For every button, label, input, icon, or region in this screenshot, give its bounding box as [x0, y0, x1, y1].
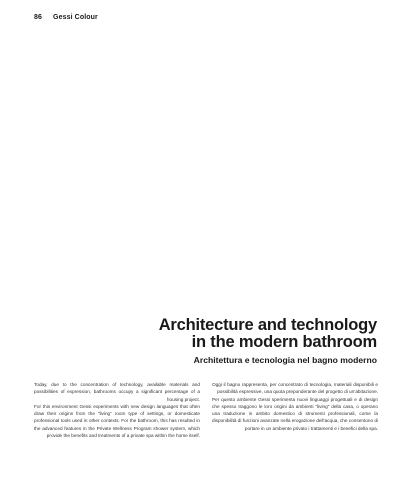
english-paragraph-2: For this environment Gessi experiments with new design languages that often draw their origins from the “living” room type of settings, or domesticate professional tools used in other contexts. For the bathroom, this has resulted in the advanced features in the Private Wellness Program shower system, which provide the benefits and treatments of a private spa within the home itself. — [34, 403, 200, 439]
article-heading — [37, 317, 377, 366]
title-line-2: in the modern bathroom — [191, 333, 377, 351]
page-number: 86 — [34, 14, 42, 21]
italian-paragraph-1: Oggi il bagno rappresenta, per concentrato di tecnologia, materiali disponibili e possibilità espressive, una quota preponderante del progetto di un’abitazione. — [212, 382, 378, 395]
title-line-1: Architecture and technology — [158, 316, 377, 334]
article-subtitle: Architettura e tecnologia nel bagno moderno — [193, 355, 377, 365]
english-paragraph-1: Today, due to the concentration of technology, available materials and possibilities of expression, bathrooms occupy a significant percentage of a housing project. — [34, 382, 200, 402]
italian-paragraph-2: Per questo ambiente Gessi sperimenta nuovi linguaggi progettuali e di design che spesso traggono le loro origini da ambienti “living” della casa, o operano una traduzione in ambito domestico di strumenti professionali, come la disponibilità di funzioni avanzate nella erogazione dell’acqua, che consentono di portare in un ambiente privato i trattamenti e i benefici della spa. — [212, 396, 379, 431]
english-column — [34, 381, 200, 439]
running-header — [34, 14, 98, 21]
italian-column — [212, 381, 378, 432]
article-title — [37, 317, 377, 351]
section-title: Gessi Colour — [53, 14, 98, 21]
